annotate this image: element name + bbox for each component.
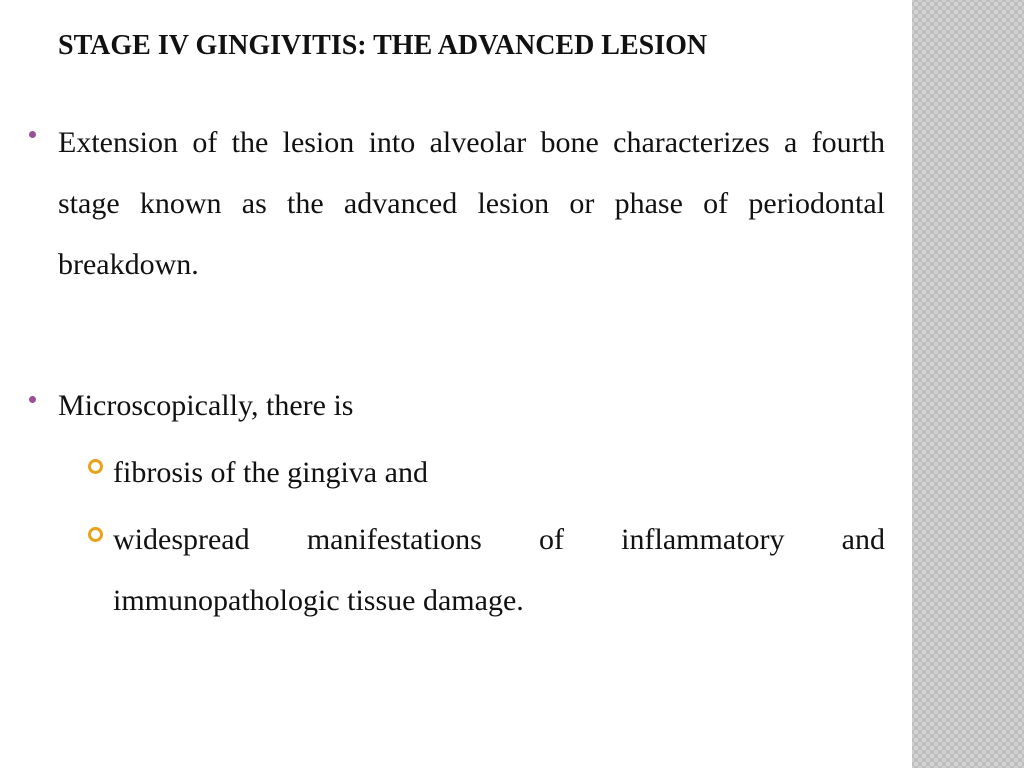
bullet-dot-icon <box>29 131 36 138</box>
sub-bullet-text-1: fibrosis of the gingiva and <box>113 456 428 489</box>
sub-bullet-ring-icon <box>88 527 103 542</box>
bullet-text-1: Extension of the lesion into alveolar bone characterizes a fourth stage known as the advanced lesion or phase of periodontal breakdown. <box>58 126 885 281</box>
bullet-text-2: Microscopically, there is <box>58 389 354 422</box>
sub-bullet-text-2: widespread manifestations of inflammatory and immunopathologic tissue damage. <box>113 523 885 617</box>
sub-bullet-ring-icon <box>88 459 103 474</box>
decorative-side-panel <box>912 0 1024 768</box>
bullet-dot-icon <box>29 396 36 403</box>
slide-title: STAGE IV GINGIVITIS: THE ADVANCED LESION <box>58 30 708 61</box>
